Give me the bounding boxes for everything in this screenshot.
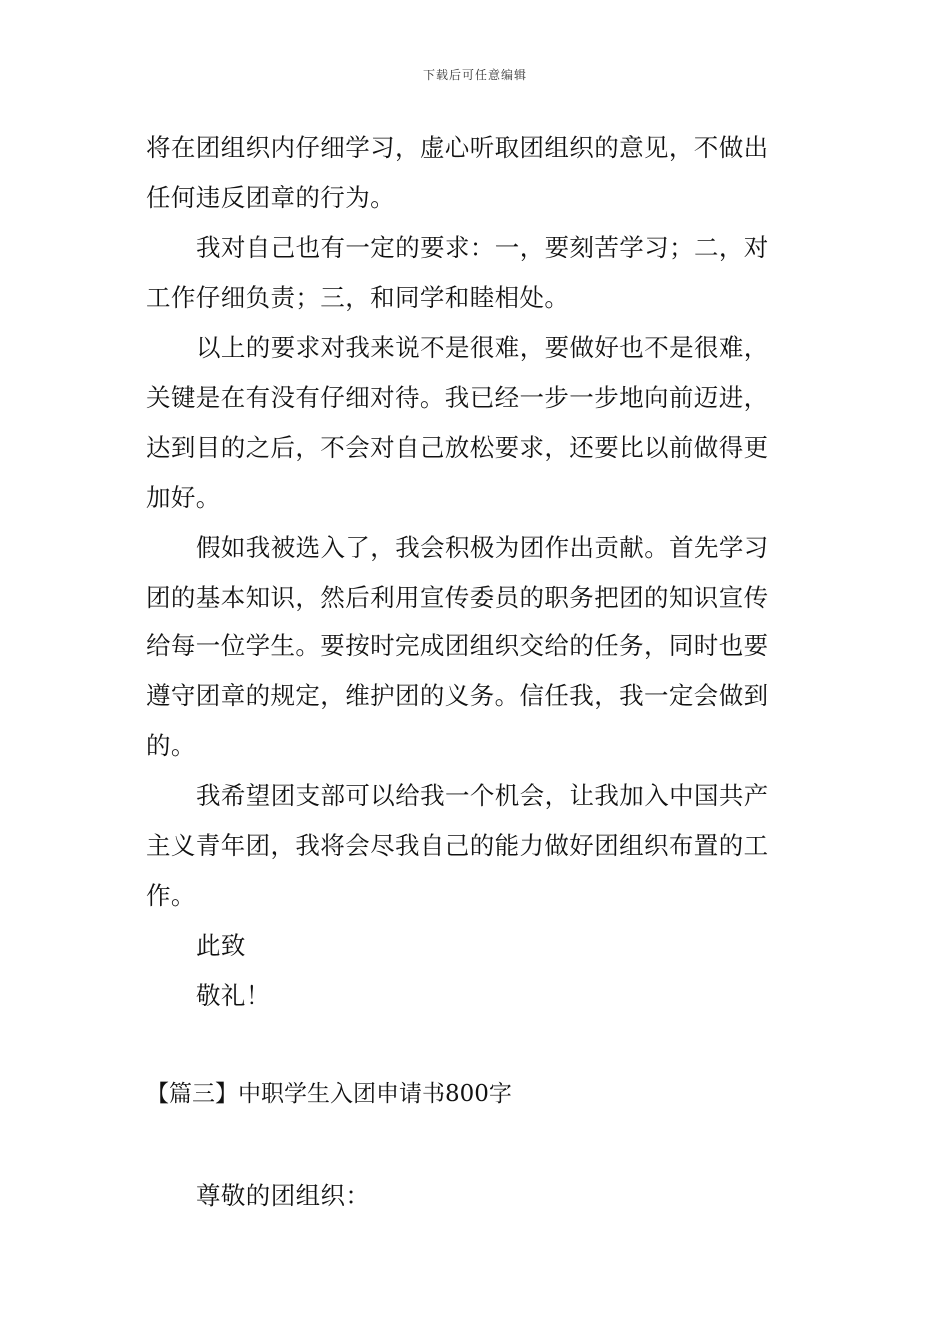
body-line: 将在团组织内仔细学习，虚心听取团组织的意见，不做出: [146, 133, 769, 162]
body-line: 达到目的之后，不会对自己放松要求，还要比以前做得更: [146, 433, 769, 462]
body-line: 我对自己也有一定的要求：一，要刻苦学习；二，对: [196, 233, 769, 262]
closing-line: 敬礼！: [196, 981, 271, 1010]
salutation: 尊敬的团组织：: [196, 1181, 371, 1210]
page-header: 下载后可任意编辑: [422, 68, 527, 82]
body-line: 以上的要求对我来说不是很难，要做好也不是很难，: [196, 333, 769, 362]
body-line: 遵守团章的规定，维护团的义务。信任我，我一定会做到: [146, 681, 769, 710]
body-line: 给每一位学生。要按时完成团组织交给的任务，同时也要: [146, 631, 769, 660]
body-line: 作。: [146, 881, 196, 910]
body-line: 假如我被选入了，我会积极为团作出贡献。首先学习: [196, 533, 769, 562]
body-line: 关键是在有没有仔细对待。我已经一步一步地向前迈进，: [146, 383, 769, 412]
body-line: 的。: [146, 731, 196, 760]
body-line: 团的基本知识，然后利用宣传委员的职务把团的知识宣传: [146, 583, 769, 612]
section-heading: 【篇三】中职学生入团申请书800字: [146, 1081, 512, 1107]
body-line: 加好。: [146, 483, 221, 512]
body-line: 主义青年团，我将会尽我自己的能力做好团组织布置的工: [146, 831, 769, 860]
body-line: 我希望团支部可以给我一个机会，让我加入中国共产: [196, 781, 769, 810]
closing-line: 此致: [196, 931, 246, 960]
body-line: 工作仔细负责；三，和同学和睦相处。: [146, 283, 570, 312]
body-line: 任何违反团章的行为。: [146, 183, 395, 212]
